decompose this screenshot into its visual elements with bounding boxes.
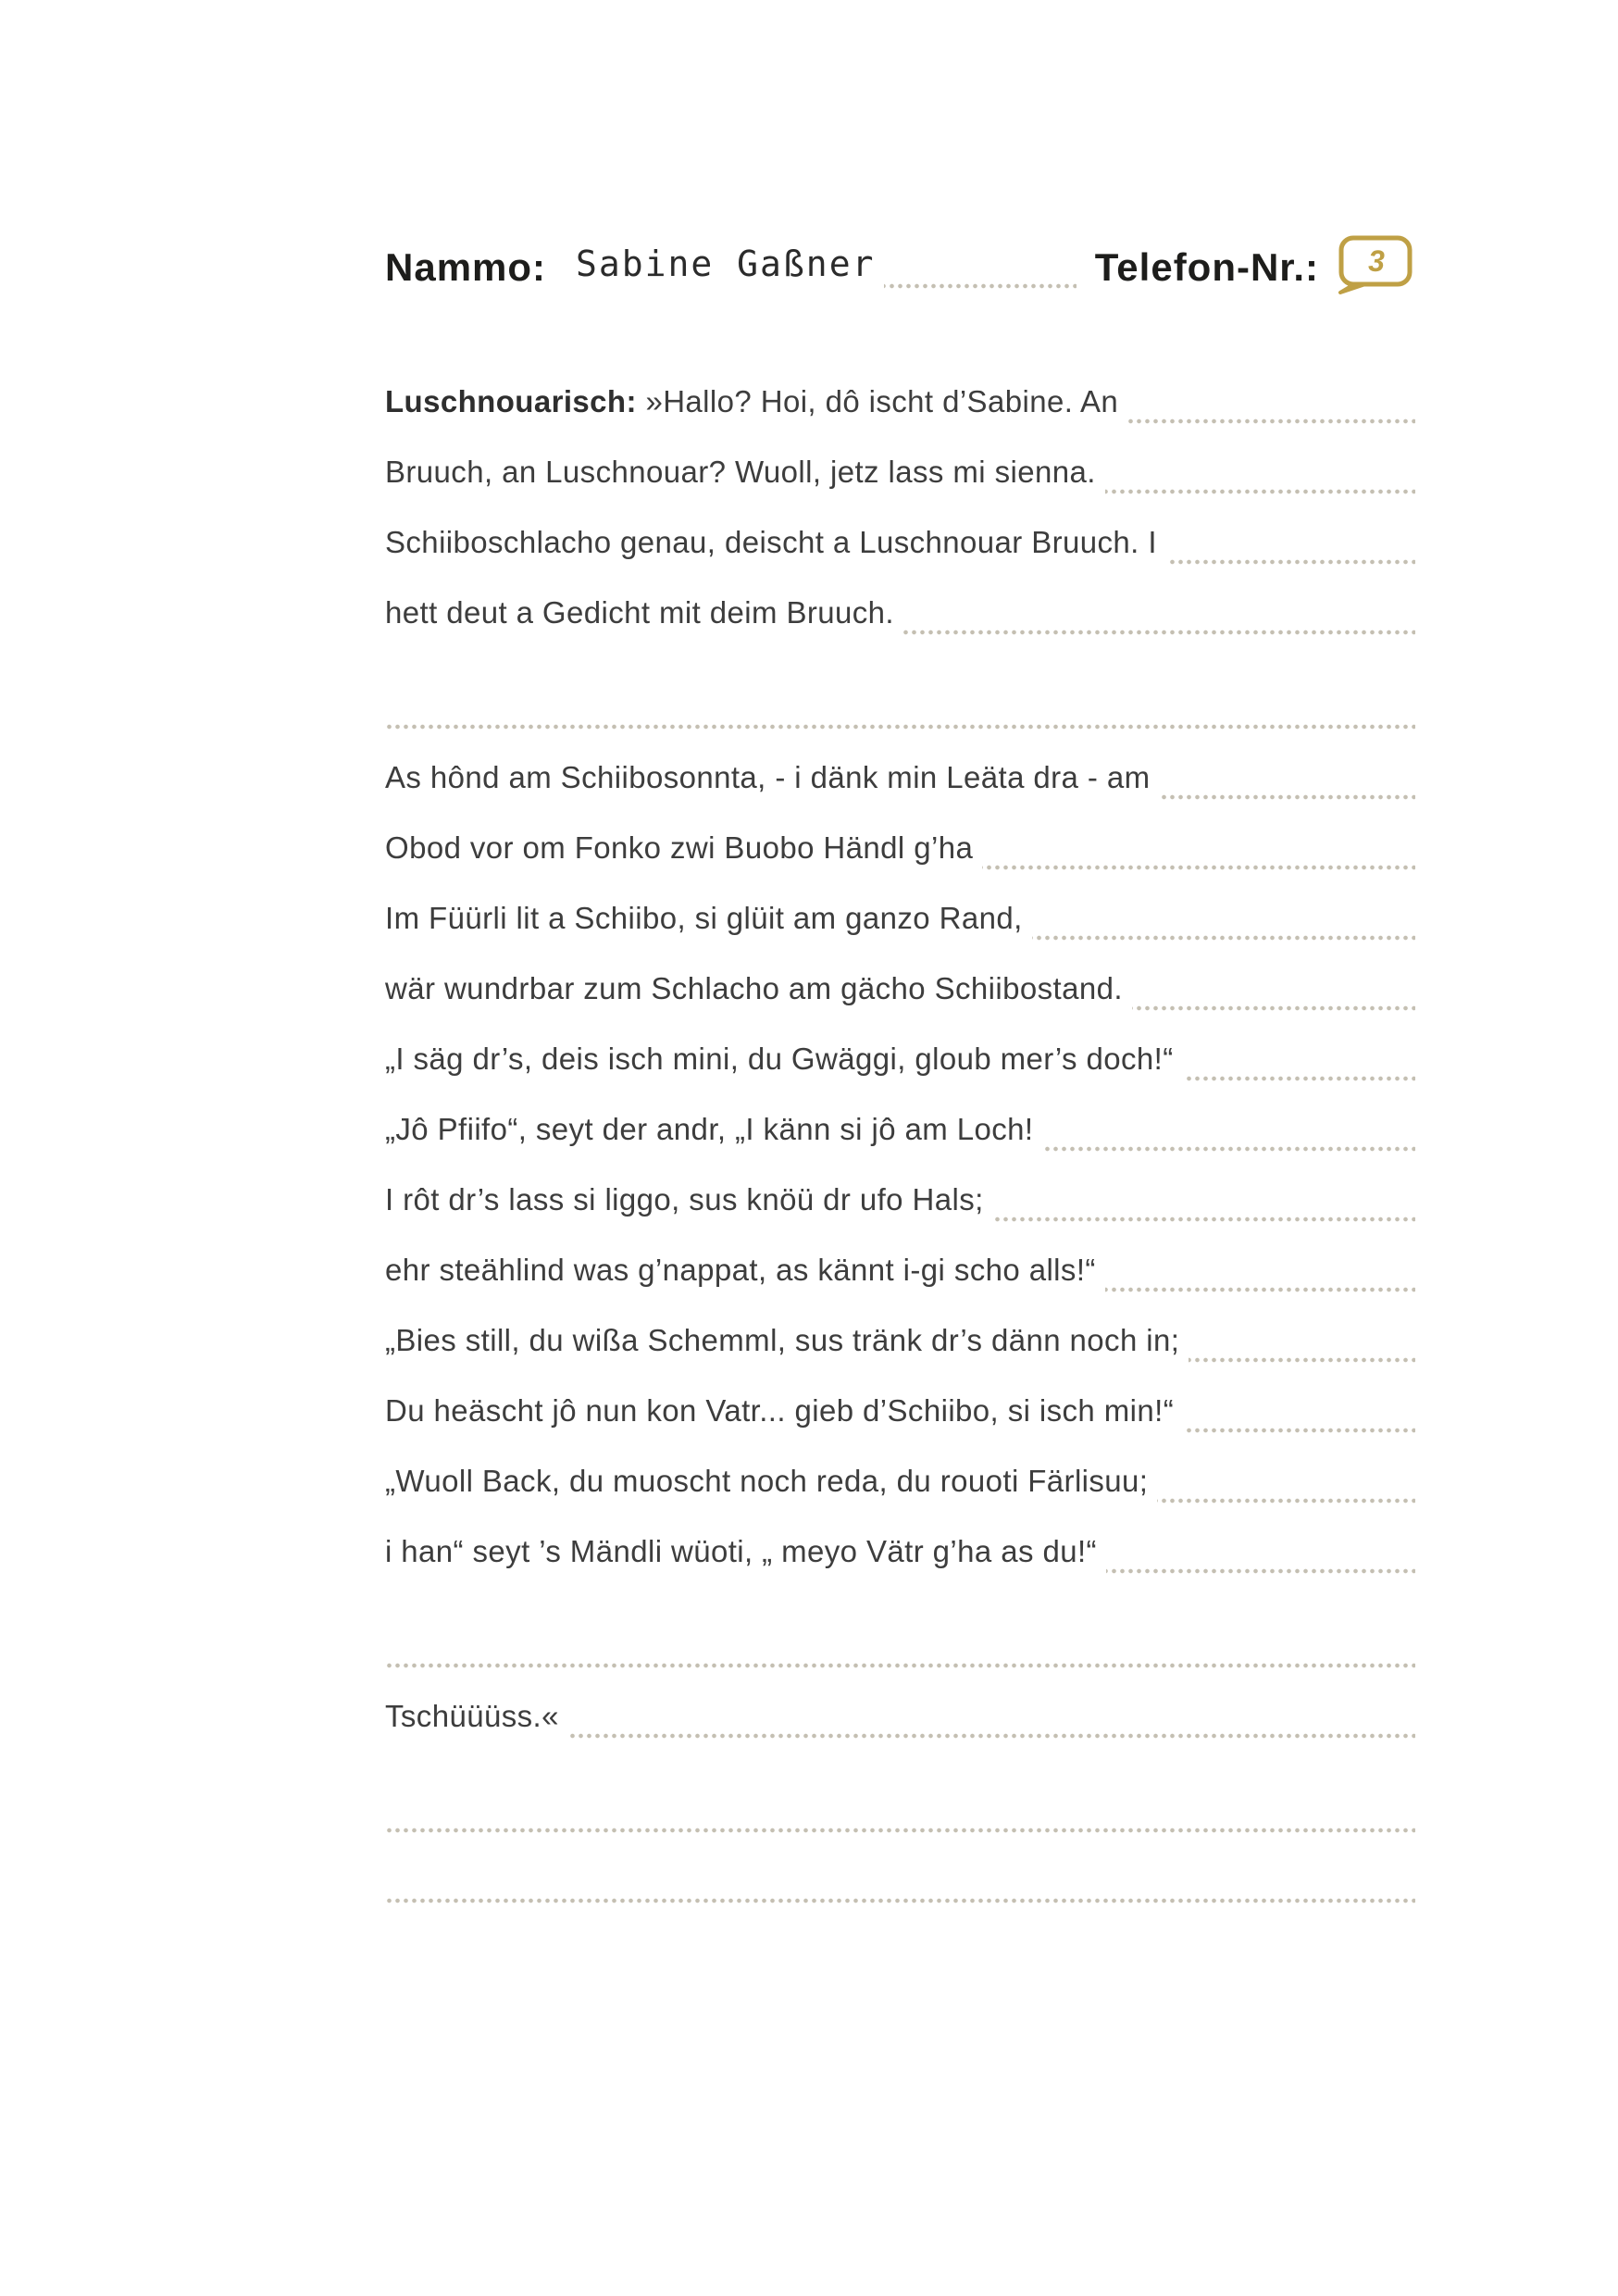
line-text: Luschnouarisch: »Hallo? Hoi, dô ischt d’Sabine. An [385, 381, 1127, 424]
text-line [385, 1504, 1415, 1574]
text-line [385, 1081, 1415, 1152]
line-text: Tschüüüss.« [385, 1696, 568, 1739]
name-field [563, 235, 1077, 289]
line-text: Obod vor om Fonko zwi Buobo Händl g’ha [385, 828, 982, 870]
header [385, 230, 1415, 289]
note-badge-icon [1334, 233, 1415, 294]
text-line [385, 1433, 1415, 1504]
line-text: As hônd am Schiibosonnta, - i dänk min Leäta dra - am [385, 757, 1159, 800]
text-line [385, 424, 1415, 494]
blank-line [385, 1598, 1415, 1668]
line-text: i han“ seyt ’s Mändli wüoti, „ meyo Vätr g’ha as du!“ [385, 1531, 1106, 1574]
line-text: Du heäscht jô nun kon Vatr... gieb d’Schiibo, si isch min!“ [385, 1391, 1183, 1433]
text-line [385, 730, 1415, 800]
line-text: „Wuoll Back, du muoscht noch reda, du rouoti Färlisuu; [385, 1461, 1157, 1504]
text-line [385, 354, 1415, 424]
line-text: Im Füürli lit a Schiibo, si glüit am ganzo Rand, [385, 898, 1032, 941]
name-label: Nammo: [385, 244, 547, 289]
line-text: ehr steählind was g’nappat, as kännt i-gi scho alls!“ [385, 1250, 1105, 1292]
line-text: wär wundrbar zum Schlacho am gächo Schiibostand. [385, 968, 1132, 1011]
text-line [385, 870, 1415, 941]
text-line [385, 1292, 1415, 1363]
line-text: hett deut a Gedicht mit deim Bruuch. [385, 593, 903, 635]
text-line [385, 494, 1415, 565]
text-line [385, 941, 1415, 1011]
text-line [385, 800, 1415, 870]
phone-label: Telefon-Nr.: [1094, 244, 1319, 289]
blank-line [385, 1833, 1415, 1903]
text-line [385, 1668, 1415, 1739]
line-text: I rôt dr’s lass si liggo, sus knöü dr ufo Hals; [385, 1179, 993, 1222]
badge-number: 3 [1368, 244, 1385, 278]
text-line [385, 565, 1415, 635]
page-number-badge [1334, 233, 1415, 294]
line-text: Schiiboschlacho genau, deischt a Luschnouar Bruuch. I [385, 522, 1166, 565]
text-line [385, 1363, 1415, 1433]
text-line [385, 1152, 1415, 1222]
line-text: „Jô Pfiifo“, seyt der andr, „I känn si jô am Loch! [385, 1109, 1042, 1152]
line-text: „I säg dr’s, deis isch mini, du Gwäggi, gloub mer’s doch!“ [385, 1039, 1183, 1081]
text-lines [385, 354, 1415, 1903]
line-text: Bruuch, an Luschnouar? Wuoll, jetz lass mi sienna. [385, 452, 1105, 494]
blank-line [385, 1763, 1415, 1833]
name-value: Sabine Gaßner [563, 244, 884, 289]
text-line [385, 1011, 1415, 1081]
text-line [385, 1222, 1415, 1292]
line-bold-prefix: Luschnouarisch: [385, 384, 637, 419]
line-text: „Bies still, du wißa Schemml, sus tränk dr’s dänn noch in; [385, 1320, 1189, 1363]
blank-line [385, 659, 1415, 730]
